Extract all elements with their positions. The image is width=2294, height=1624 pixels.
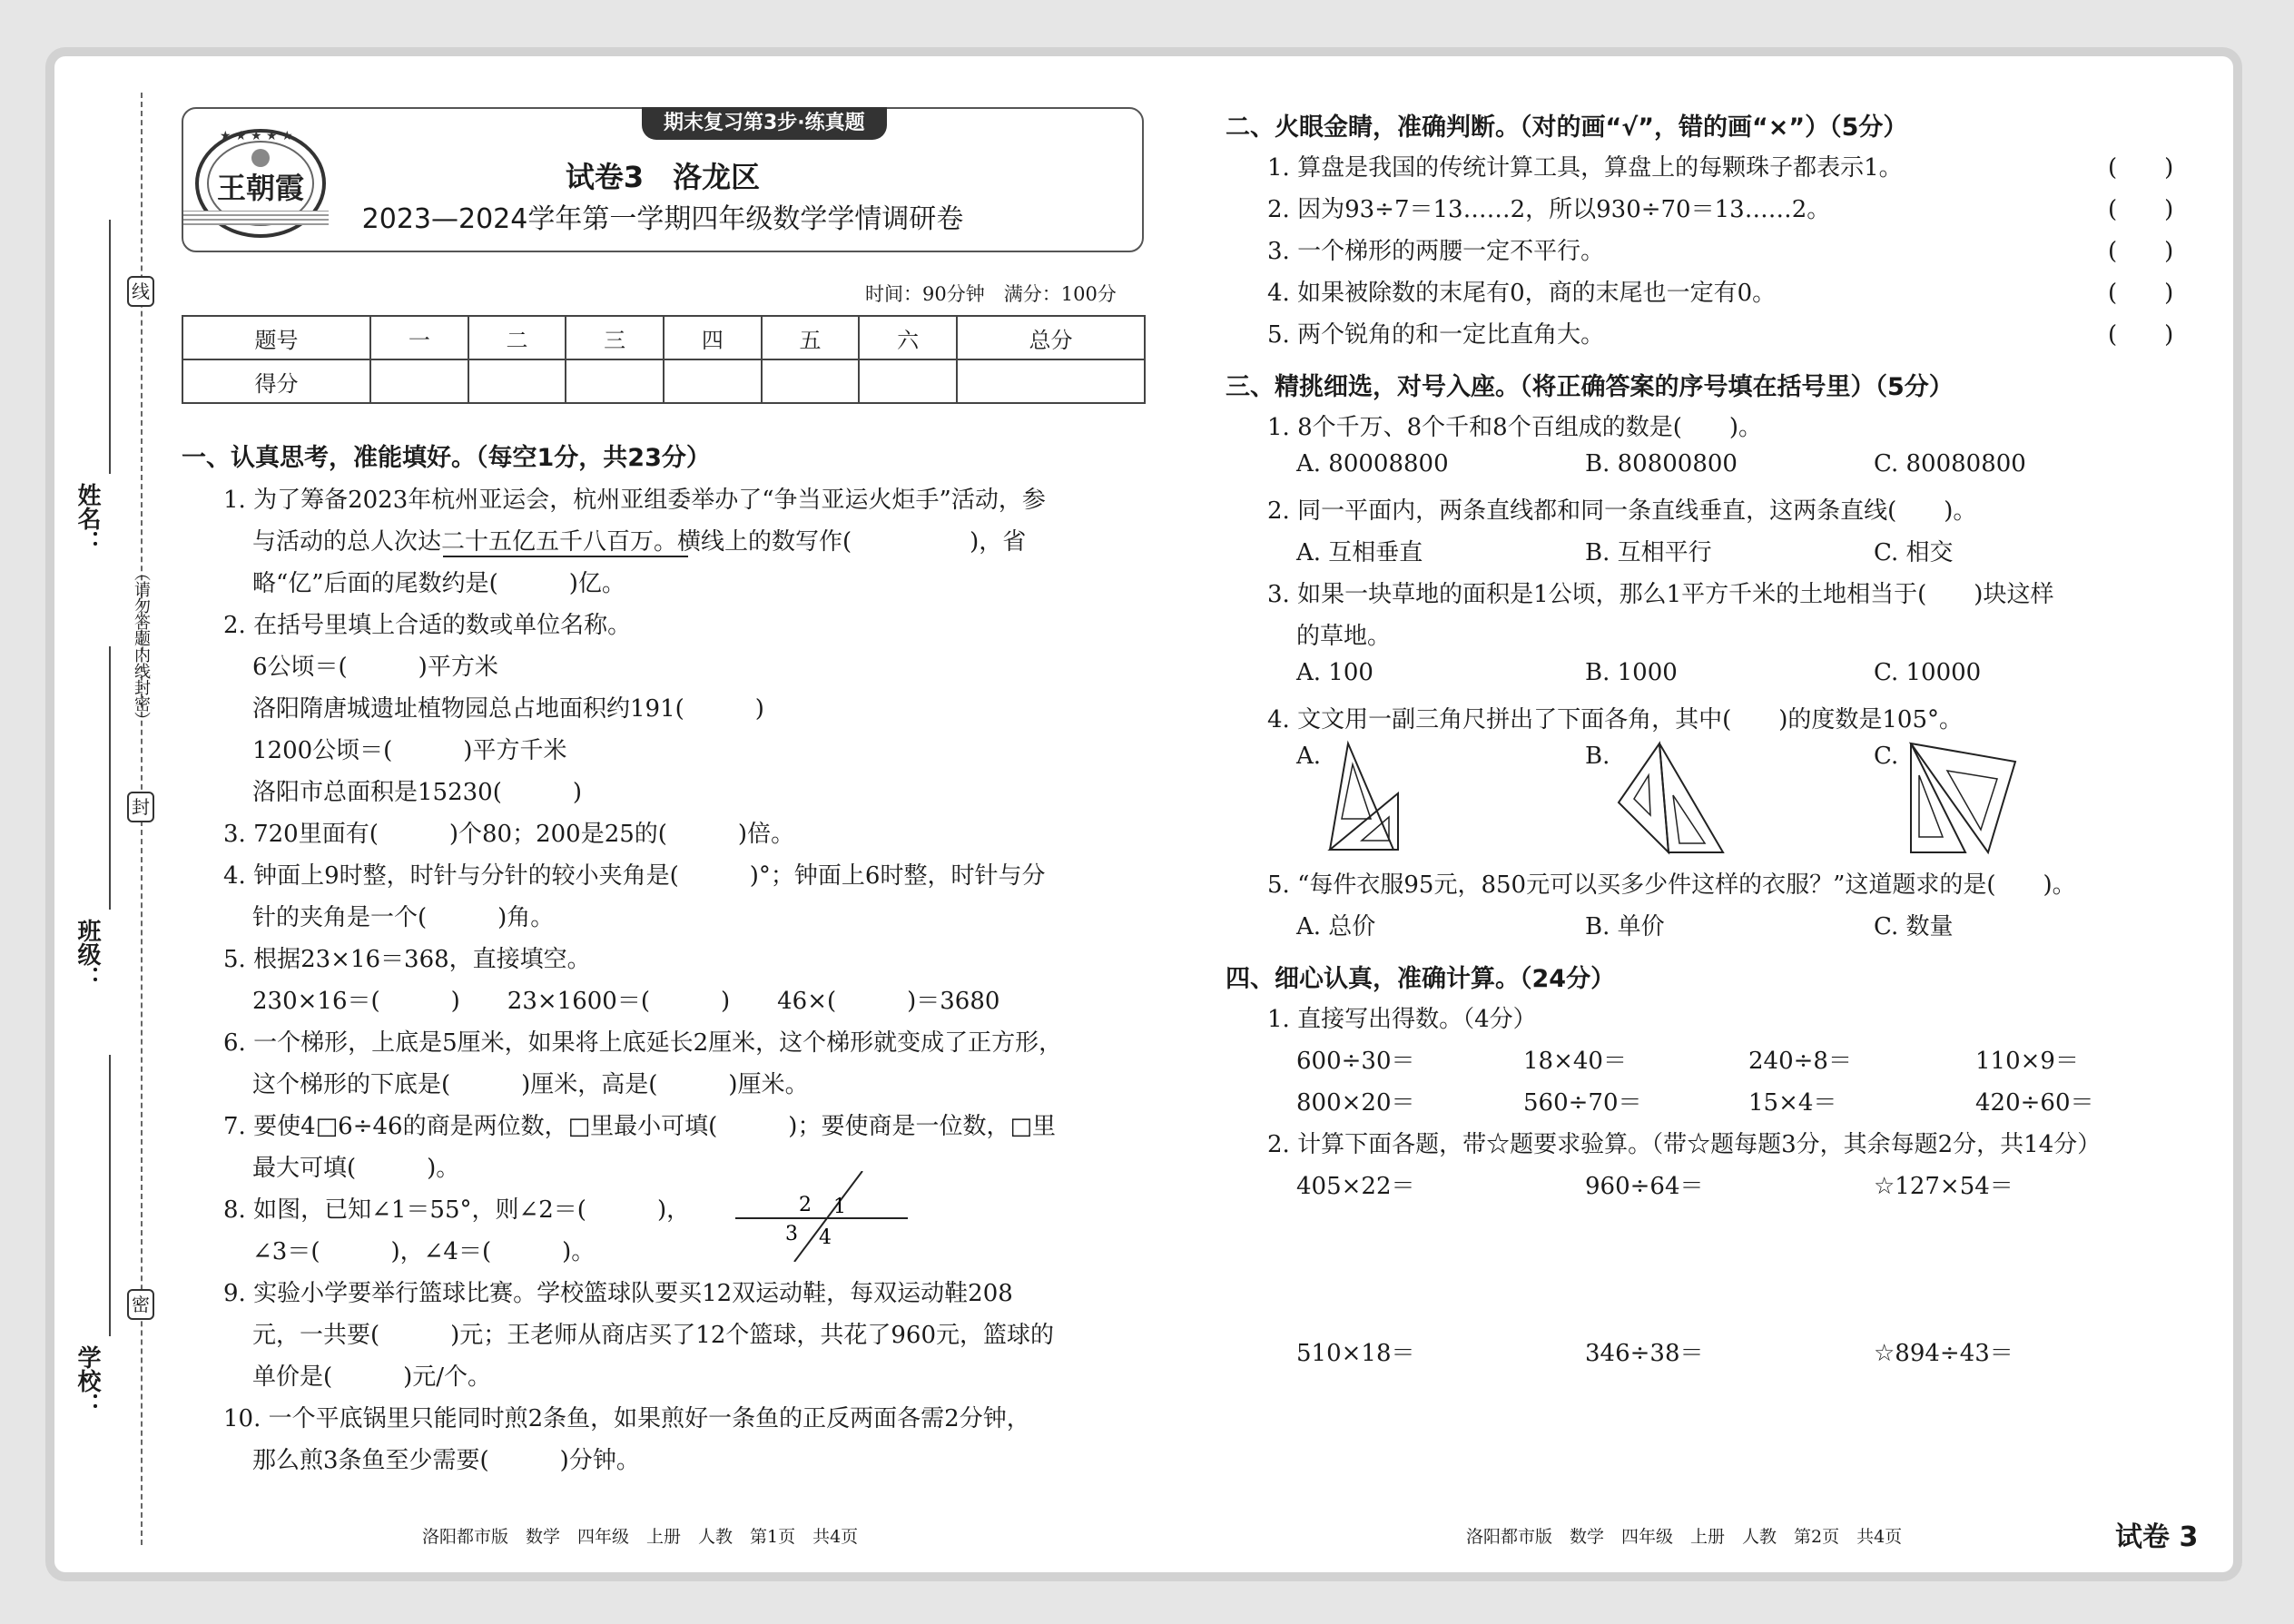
choice-q3-option-a[interactable]: A. 100 (1296, 659, 1373, 686)
angle-label-2: 2 (799, 1194, 812, 1216)
underline-number (443, 556, 688, 557)
choice-q1-option-a[interactable]: A. 80008800 (1296, 450, 1449, 477)
binding-label-line: 线 (127, 276, 154, 307)
name-field-label: 姓名： (74, 483, 101, 554)
score-header-cell: 题号 (182, 316, 370, 359)
s1-line: 略“亿”后面的尾数约是( )亿。 (252, 570, 625, 597)
footer-right: 洛阳都市版 数学 四年级 上册 人教 第2页 共4页 (1466, 1527, 1903, 1547)
exam-title: 试卷3 洛龙区 (565, 160, 761, 194)
calc-item: 405×22＝ (1296, 1173, 1415, 1200)
school-field-label: 学校： (74, 1345, 101, 1416)
calc-item: 600÷30＝ (1296, 1048, 1415, 1075)
s1-line: 与活动的总人次达二十五亿五千八百万。横线上的数写作( )，省 (252, 528, 1027, 556)
set-square-figure-b (1614, 739, 1732, 857)
s1-line: 最大可填( )。 (252, 1155, 460, 1182)
choice-q3-option-b[interactable]: B. 1000 (1585, 659, 1678, 686)
name-field-line[interactable] (109, 220, 111, 474)
choice-q1-option-c[interactable]: C. 80080800 (1874, 450, 2026, 477)
s1-line: 针的夹角是一个( )角。 (252, 904, 555, 931)
binding-label-seal: 封 (127, 792, 154, 822)
s1-line: 1200公顷＝( )平方千米 (252, 737, 567, 764)
choice-q4-option-c[interactable]: C. (1874, 743, 1899, 770)
score-cell[interactable] (566, 359, 664, 403)
s1-line: 元，一共要( )元；王老师从商店买了12个篮球，共花了960元，篮球的 (252, 1322, 1054, 1349)
section3-title: 三、精挑细选，对号入座。（将正确答案的序号填在括号里）（5分） (1226, 373, 1954, 401)
judge-answer-blank[interactable]: ( ) (2108, 238, 2174, 265)
choice-q3-cont: 的草地。 (1296, 623, 1392, 650)
calc-item: 800×20＝ (1296, 1089, 1415, 1117)
class-field-label: 班级： (74, 919, 101, 989)
judge-answer-blank[interactable]: ( ) (2108, 280, 2174, 307)
score-table (182, 315, 1146, 404)
judge-item-2: 2. 因为93÷7＝13……2，所以930÷70＝13……2。 (1267, 196, 1831, 223)
svg-text:★ ★ ★ ★ ★: ★ ★ ★ ★ ★ (220, 129, 293, 143)
binding-strip (54, 56, 191, 1572)
judge-answer-blank[interactable]: ( ) (2108, 321, 2174, 349)
calc-item: 560÷70＝ (1523, 1089, 1642, 1117)
score-cell[interactable] (664, 359, 762, 403)
calc-item: ☆127×54＝ (1874, 1173, 2013, 1200)
judge-item-1: 1. 算盘是我国的传统计算工具，算盘上的每颗珠子都表示1。 (1267, 154, 1903, 182)
choice-q2-option-c[interactable]: C. 相交 (1874, 539, 1954, 566)
calc-item: 420÷60＝ (1975, 1089, 2094, 1117)
calc-item: 15×4＝ (1748, 1089, 1837, 1117)
choice-q4-option-a[interactable]: A. (1296, 743, 1322, 770)
choice-q3-option-c[interactable]: C. 10000 (1874, 659, 1982, 686)
s1-line: 1. 为了筹备2023年杭州亚运会，杭州亚组委举办了“争当亚运火炬手”活动，参 (223, 487, 1046, 514)
score-header-cell: 五 (762, 316, 860, 359)
calc-item: 18×40＝ (1523, 1048, 1627, 1075)
score-header-cell: 总分 (957, 316, 1145, 359)
exam-number-badge: 试卷 3 (2115, 1521, 2199, 1553)
school-field-line[interactable] (109, 1055, 111, 1336)
choice-q2-option-a[interactable]: A. 互相垂直 (1296, 539, 1423, 566)
s1-line: 6公顷＝( )平方米 (252, 654, 498, 681)
intersecting-lines-figure (735, 1171, 917, 1262)
choice-q5-option-c[interactable]: C. 数量 (1874, 913, 1954, 940)
calc-item: 510×18＝ (1296, 1340, 1415, 1367)
s1-line: 6. 一个梯形，上底是5厘米，如果将上底延长2厘米，这个梯形就变成了正方形， (223, 1029, 1063, 1057)
calc-item: 240÷8＝ (1748, 1048, 1852, 1075)
calc-item: ☆894÷43＝ (1874, 1340, 2013, 1367)
angle-label-3: 3 (785, 1223, 798, 1245)
binding-note: （请勿答题内线封密） (132, 565, 151, 728)
s1-line: 单价是( )元/个。 (252, 1363, 492, 1391)
s1-line: 那么煎3条鱼至少需要( )分钟。 (252, 1447, 640, 1474)
choice-q4-option-b[interactable]: B. (1585, 743, 1610, 770)
score-cell[interactable] (859, 359, 957, 403)
binding-label-secret: 密 (127, 1289, 154, 1320)
exam-subtitle: 2023—2024学年第一学期四年级数学学情调研卷 (361, 203, 964, 235)
score-table-score-row (182, 359, 1145, 403)
choice-q2: 2. 同一平面内，两条直线都和同一条直线垂直，这两条直线( )。 (1267, 497, 1977, 525)
choice-q4: 4. 文文用一副三角尺拼出了下面各角，其中( )的度数是105°。 (1267, 706, 1963, 733)
choice-q3: 3. 如果一块草地的面积是1公顷，那么1平方千米的土地相当于( )块这样 (1267, 581, 2054, 608)
judge-item-5: 5. 两个锐角的和一定比直角大。 (1267, 321, 1605, 349)
score-header-cell: 六 (859, 316, 957, 359)
exam-sheet (54, 56, 2233, 1572)
set-square-figure-c (1906, 739, 2024, 857)
section4-title: 四、细心认真，准确计算。（24分） (1226, 965, 1616, 993)
footer-left: 洛阳都市版 数学 四年级 上册 人教 第1页 共4页 (422, 1527, 859, 1547)
choice-q5-option-a[interactable]: A. 总价 (1296, 913, 1376, 940)
s1-line: 这个梯形的下底是( )厘米，高是( )厘米。 (252, 1071, 809, 1098)
s1-line: 5. 根据23×16＝368，直接填空。 (223, 946, 591, 973)
judge-answer-blank[interactable]: ( ) (2108, 154, 2174, 182)
calc-sub1-title: 1. 直接写出得数。（4分） (1267, 1006, 1537, 1033)
s1-line: 9. 实验小学要举行篮球比赛。学校篮球队要买12双运动鞋，每双运动鞋208 (223, 1280, 1013, 1307)
s1-line: 8. 如图，已知∠1＝55°，则∠2＝( )， (223, 1196, 691, 1224)
angle-label-4: 4 (819, 1226, 832, 1249)
choice-q2-option-b[interactable]: B. 互相平行 (1585, 539, 1712, 566)
s1-line: 10. 一个平底锅里只能同时煎2条鱼，如果煎好一条鱼的正反两面各需2分钟， (223, 1405, 1030, 1432)
judge-item-4: 4. 如果被除数的末尾有0，商的末尾也一定有0。 (1267, 280, 1777, 307)
judge-item-3: 3. 一个梯形的两腰一定不平行。 (1267, 238, 1605, 265)
time-info: 时间：90分钟 满分：100分 (865, 283, 1117, 305)
s1-line: ∠3＝( )，∠4＝( )。 (252, 1238, 596, 1265)
score-header-cell: 二 (468, 316, 566, 359)
choice-q5-option-b[interactable]: B. 单价 (1585, 913, 1665, 940)
section1-title: 一、认真思考，准能填好。（每空1分，共23分） (182, 444, 711, 472)
s1-line: 4. 钟面上9时整，时针与分针的较小夹角是( )°；钟面上6时整，时针与分 (223, 862, 1046, 890)
score-header-cell: 一 (370, 316, 468, 359)
calc-item: 960÷64＝ (1585, 1173, 1704, 1200)
score-cell[interactable] (762, 359, 860, 403)
choice-q5: 5. “每件衣服95元，850元可以买多少件这样的衣服？”这道题求的是( )。 (1267, 871, 2076, 899)
score-header-cell: 四 (664, 316, 762, 359)
choice-q1-option-b[interactable]: B. 80800800 (1585, 450, 1738, 477)
score-cell[interactable] (957, 359, 1145, 403)
set-square-figure-a (1325, 739, 1416, 857)
header-box (182, 107, 1144, 252)
calc-item: 110×9＝ (1975, 1048, 2079, 1075)
score-row-label: 得分 (182, 359, 370, 403)
s1-line: 3. 720里面有( )个80；200是25的( )倍。 (223, 821, 795, 848)
judge-answer-blank[interactable]: ( ) (2108, 196, 2174, 223)
section2-title: 二、火眼金睛，准确判断。（对的画“√”，错的画“×”）（5分） (1226, 113, 1908, 142)
logo-text: 王朝霞 (216, 171, 305, 205)
s1-line: 7. 要使4□6÷46的商是两位数，□里最小可填( )；要使商是一位数，□里 (223, 1113, 1057, 1140)
review-step-banner: 期末复习第3步·练真题 (642, 107, 887, 140)
score-table-header-row (182, 316, 1145, 359)
s1-line: 230×16＝( ) 23×1600＝( ) 46×( )＝3680 (252, 988, 1000, 1015)
choice-q1: 1. 8个千万、8个千和8个百组成的数是( )。 (1267, 414, 1762, 441)
class-field-line[interactable] (109, 646, 111, 910)
score-cell[interactable] (468, 359, 566, 403)
angle-label-1: 1 (833, 1196, 846, 1218)
s1-line: 洛阳隋唐城遗址植物园总占地面积约191( ) (252, 695, 764, 723)
score-cell[interactable] (370, 359, 468, 403)
s1-line: 2. 在括号里填上合适的数或单位名称。 (223, 612, 632, 639)
calc-sub2-title: 2. 计算下面各题，带☆题要求验算。（带☆题每题3分，其余每题2分，共14分） (1267, 1131, 2102, 1158)
s1-line: 洛阳市总面积是15230( ) (252, 779, 582, 806)
calc-item: 346÷38＝ (1585, 1340, 1704, 1367)
score-header-cell: 三 (566, 316, 664, 359)
